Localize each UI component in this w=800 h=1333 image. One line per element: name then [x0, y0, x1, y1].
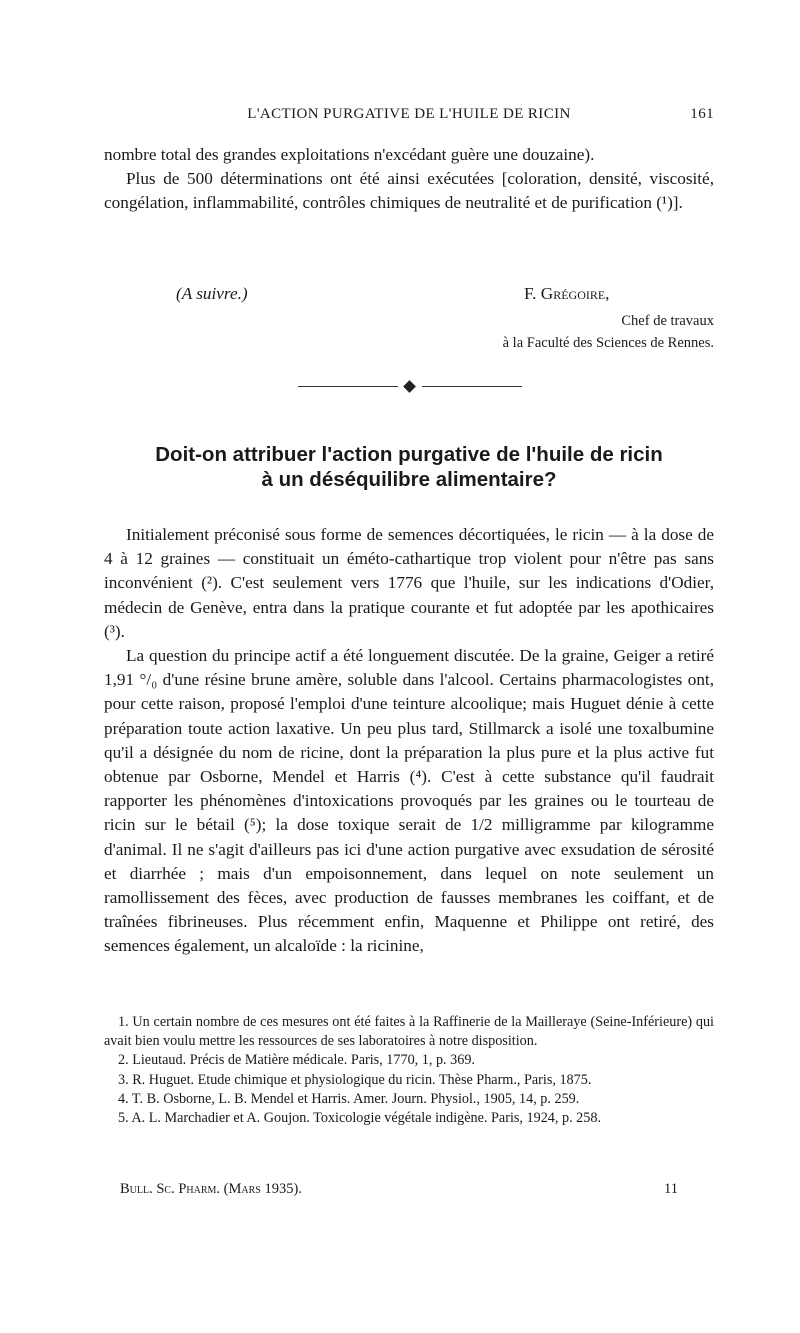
- to-be-continued: (A suivre.): [176, 284, 248, 303]
- author-name: F. Grégoire,: [524, 284, 610, 303]
- journal-reference: Bull. Sc. Pharm. (Mars 1935).: [120, 1181, 302, 1197]
- continuation-paragraph: Plus de 500 déterminations ont été ainsi exécutées [coloration, densité, viscosité, congélation, inflammabilité, contrôles chimiques de neutralité et de purification (¹)].: [104, 169, 714, 213]
- page-footer: [104, 1181, 714, 1201]
- running-head: [104, 106, 714, 128]
- article-title-line: Doit-on attribuer l'action purgative de l'huile de ricin: [155, 443, 663, 466]
- continuation-paragraph: nombre total des grandes exploitations n'excédant guère une douzaine).: [104, 145, 595, 164]
- article-body: [104, 523, 714, 959]
- section-divider: [298, 380, 522, 394]
- signature-line: [104, 284, 714, 308]
- footnote: 4. T. B. Osborne, L. B. Mendel et Harris. Amer. Journ. Physiol., 1905, 14, p. 259.: [118, 1090, 580, 1107]
- body-paragraph: La question du principe actif a été longuement discutée. De la graine, Geiger a retiré 1,91 °/₀ d'une résine brune amère, soluble dans l'alcool. Certains pharmacologistes ont, pour cette raison, proposé l'emploi d'une teinture alcoolique; mais Huguet dénie à cette préparation toute action laxative. Un peu plus tard, Stillmarck a isolé une toxalbumine qu'il a désignée du nom de ricine, dont la préparation la plus pure et la plus active fut obtenue par Osborne, Mendel et Harris (⁴). C'est à cette substance qu'il faudrait rapporter les phénomènes d'intoxications provoqués par les graines ou le tourteau de ricin sur le bétail (⁵); la dose toxique serait de 1/2 milligramme par kilogramme d'animal. Il ne s'agit d'ailleurs pas ici d'une action purgative avec exsudation de sérosité et diarrhée ; mais d'un empoisonnement, dans lequel on note seulement un ramollissement des fèces, avec production de fausses membranes les coiffant, et de traînées fibrineuses. Plus récemment enfin, Maquenne et Philippe ont retiré, des semences également, un alcaloïde : la ricinine,: [104, 646, 714, 956]
- diamond-ornament-icon: [403, 380, 416, 393]
- article-title-line: à un déséquilibre alimentaire?: [261, 468, 557, 491]
- article-title: [104, 442, 714, 492]
- footnote: 5. A. L. Marchadier et A. Goujon. Toxicologie végétale indigène. Paris, 1924, p. 258.: [118, 1110, 601, 1127]
- footnote: 1. Un certain nombre de ces mesures ont été faites à la Raffinerie de la Mailleraye (Seine-Inférieure) qui avait bien voulu mettre les ressources de ses laboratoires à notre disposition.: [104, 1014, 714, 1050]
- page-number: 161: [690, 106, 714, 122]
- running-title: L'ACTION PURGATIVE DE L'HUILE DE RICIN: [247, 106, 571, 122]
- author-role: Chef de travaux: [621, 313, 714, 329]
- continuation-text: [104, 143, 714, 216]
- footnotes: [104, 1013, 714, 1128]
- author-affiliation: à la Faculté des Sciences de Rennes.: [502, 335, 714, 351]
- sheet-number: 11: [664, 1181, 678, 1197]
- footnote: 3. R. Huguet. Etude chimique et physiologique du ricin. Thèse Pharm., Paris, 1875.: [118, 1071, 592, 1088]
- body-paragraph: Initialement préconisé sous forme de semences décortiquées, le ricin — à la dose de 4 à 12 graines — constituait un éméto-cathartique trop violent pour n'être pas sans inconvénient (²). C'est seulement vers 1776 que l'huile, sur les indications d'Odier, médecin de Genève, entra dans la pratique courante et fut adoptée par les apothicaires (³).: [104, 525, 714, 641]
- footnote: 2. Lieutaud. Précis de Matière médicale. Paris, 1770, 1, p. 369.: [118, 1052, 475, 1069]
